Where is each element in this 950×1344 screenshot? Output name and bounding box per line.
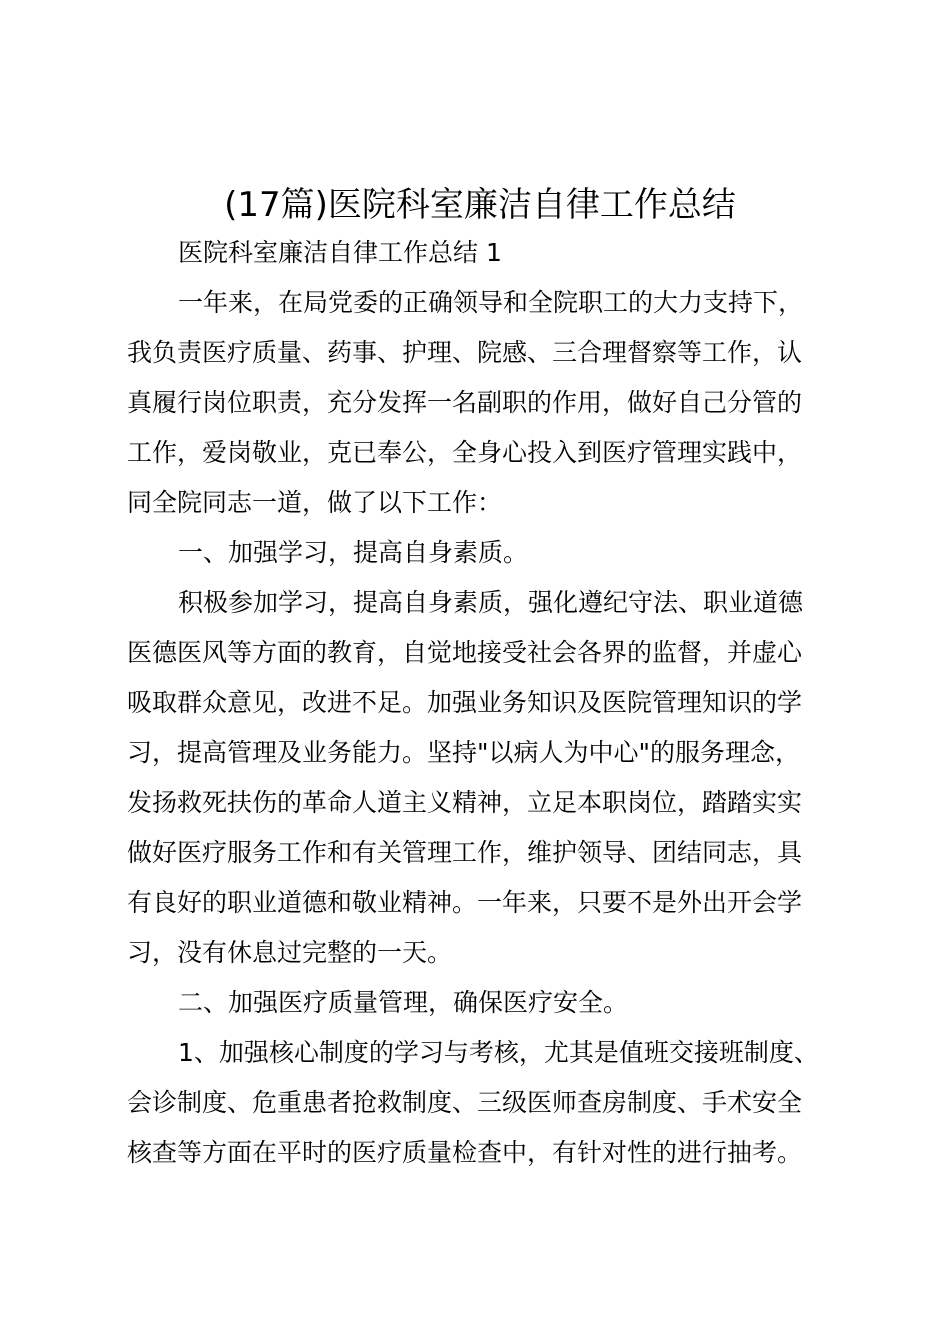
- paragraph-line: 积极参加学习，提高自身素质，强化遵纪守法、职业道德: [178, 588, 804, 617]
- paragraph-line: 有良好的职业道德和敬业精神。一年来，只要不是外出开会学: [127, 888, 803, 917]
- paragraph-line: 1、加强核心制度的学习与考核，尤其是值班交接班制度、: [178, 1038, 819, 1067]
- paragraph-line: 工作，爱岗敬业，克已奉公，全身心投入到医疗管理实践中，: [127, 438, 803, 467]
- paragraph-line: 习，没有休息过完整的一天。: [127, 938, 453, 967]
- paragraph-line: 核查等方面在平时的医疗质量检查中，有针对性的进行抽考。: [127, 1138, 803, 1167]
- document-body: [127, 228, 833, 1178]
- paragraph-line: 习，提高管理及业务能力。坚持"以病人为中心"的服务理念，: [127, 738, 801, 767]
- paragraph-line: 会诊制度、危重患者抢救制度、三级医师查房制度、手术安全: [127, 1088, 803, 1117]
- paragraph-line: 做好医疗服务工作和有关管理工作，维护领导、团结同志，具: [127, 838, 803, 867]
- paragraph-line: 发扬救死扶伤的革命人道主义精神，立足本职岗位，踏踏实实: [127, 788, 803, 817]
- paragraph-line: 真履行岗位职责，充分发挥一名副职的作用，做好自己分管的: [127, 388, 803, 417]
- section-heading: 一、加强学习，提高自身素质。: [178, 538, 529, 567]
- paragraph-line: 一年来，在局党委的正确领导和全院职工的大力支持下，: [178, 288, 804, 317]
- section-heading: 二、加强医疗质量管理，确保医疗安全。: [178, 988, 629, 1017]
- document-title: (17篇)医院科室廉洁自律工作总结: [224, 185, 736, 225]
- paragraph-line: 吸取群众意见，改进不足。加强业务知识及医院管理知识的学: [127, 688, 803, 717]
- section-heading: 医院科室廉洁自律工作总结 1: [178, 238, 502, 267]
- paragraph-line: 我负责医疗质量、药事、护理、院感、三合理督察等工作，认: [127, 338, 803, 367]
- paragraph-line: 医德医风等方面的教育，自觉地接受社会各界的监督，并虚心: [127, 638, 803, 667]
- paragraph-line: 同全院同志一道，做了以下工作：: [127, 488, 503, 517]
